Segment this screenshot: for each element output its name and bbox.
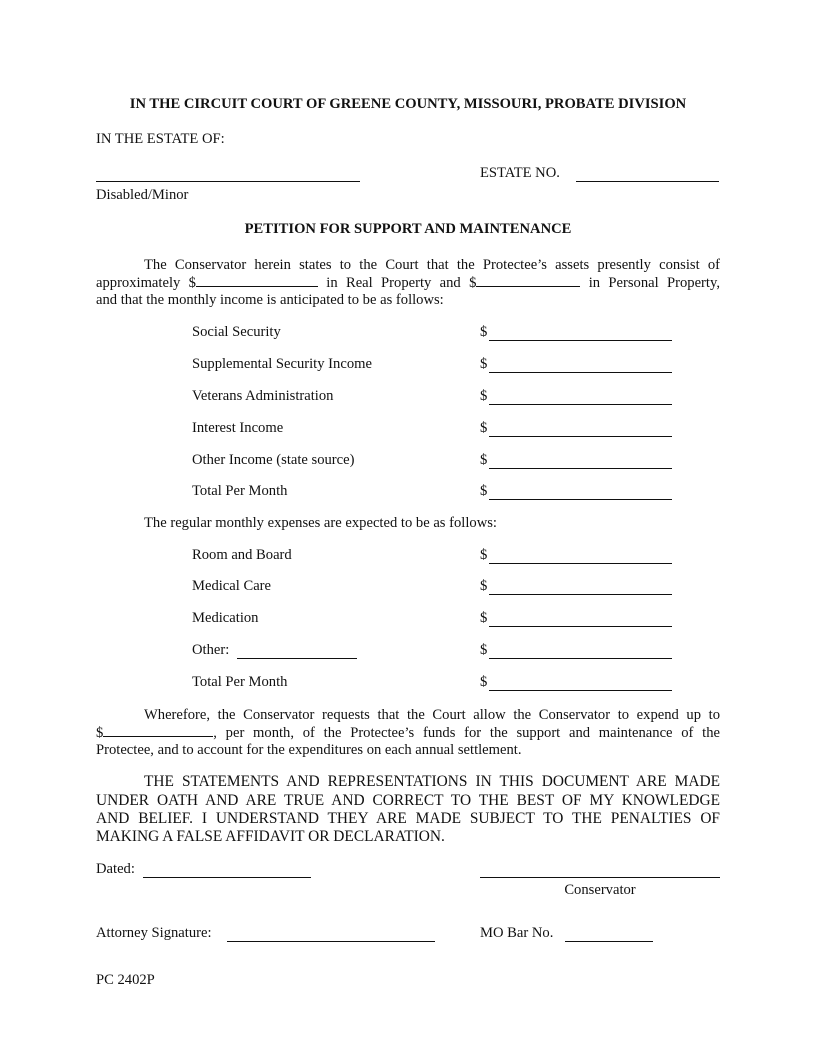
income-item-label: Interest Income: [192, 420, 284, 436]
dollar-sign: $: [480, 578, 488, 594]
other-expense-amount-field[interactable]: [489, 658, 672, 659]
oath-line-4: MAKING A FALSE AFFIDAVIT OR DECLARATION.: [96, 828, 445, 845]
dollar-sign: $: [480, 420, 488, 436]
conservator-signature-field[interactable]: [480, 877, 720, 878]
income-total-amount-field[interactable]: [489, 499, 672, 500]
oath-line-3: AND BELIEF. I UNDERSTAND THEY ARE MADE SUBJECT TO THE PENALTIES OF: [96, 810, 720, 827]
income-item-label: Other Income (state source): [192, 452, 355, 468]
interest-amount-field[interactable]: [489, 436, 672, 437]
attorney-signature-label: Attorney Signature:: [96, 925, 212, 941]
expense-item-label: Room and Board: [192, 547, 292, 563]
dollar-sign: $: [480, 388, 488, 404]
wherefore-line-3: Protectee, and to account for the expenditures on each annual settlement.: [96, 742, 522, 758]
income-item-label: Total Per Month: [192, 483, 288, 499]
estate-no-label: ESTATE NO.: [480, 165, 560, 181]
attorney-signature-field[interactable]: [227, 941, 435, 942]
ssi-amount-field[interactable]: [489, 372, 672, 373]
dollar-sign: $: [480, 642, 488, 658]
estate-no-field[interactable]: [576, 181, 719, 182]
dollar-sign: $: [480, 547, 488, 563]
expense-total-amount-field[interactable]: [489, 690, 672, 691]
dated-label: Dated:: [96, 861, 135, 877]
medication-amount-field[interactable]: [489, 626, 672, 627]
room-board-amount-field[interactable]: [489, 563, 672, 564]
personal-property-text: in Personal Property,: [588, 275, 720, 291]
income-item-label: Social Security: [192, 324, 281, 340]
approximately-text: approximately $: [96, 275, 196, 291]
income-item-label: Veterans Administration: [192, 388, 334, 404]
wherefore-dollar: $: [96, 725, 104, 741]
personal-property-field[interactable]: [476, 274, 580, 287]
real-property-text: in Real Property and $: [326, 275, 477, 291]
expense-item-label: Other:: [192, 642, 230, 658]
wherefore-line-2-text: , per month, of the Protectee’s funds for the support and maintenance of the: [213, 725, 720, 741]
dated-field[interactable]: [143, 877, 311, 878]
expense-item-label: Medication: [192, 610, 259, 626]
other-expense-description-field[interactable]: [237, 658, 357, 659]
petition-title: PETITION FOR SUPPORT AND MAINTENANCE: [244, 221, 572, 237]
conservator-label: Conservator: [564, 882, 636, 898]
dollar-sign: $: [480, 356, 488, 372]
mo-bar-label: MO Bar No.: [480, 925, 554, 941]
dollar-sign: $: [480, 610, 488, 626]
estate-name-field[interactable]: [96, 181, 360, 182]
mo-bar-number-field[interactable]: [565, 941, 653, 942]
dollar-sign: $: [480, 483, 488, 499]
veterans-amount-field[interactable]: [489, 404, 672, 405]
oath-line-2: UNDER OATH AND ARE TRUE AND CORRECT TO THE BEST OF MY KNOWLEDGE: [96, 792, 720, 809]
dollar-sign: $: [480, 324, 488, 340]
expense-item-label: Total Per Month: [192, 674, 288, 690]
court-heading: IN THE CIRCUIT COURT OF GREENE COUNTY, MISSOURI, PROBATE DIVISION: [129, 96, 687, 112]
expenses-intro: The regular monthly expenses are expected to be as follows:: [144, 515, 497, 531]
other-income-amount-field[interactable]: [489, 468, 672, 469]
real-property-field[interactable]: [196, 274, 318, 287]
disabled-minor-label: Disabled/Minor: [96, 187, 189, 203]
form-number: PC 2402P: [96, 972, 155, 988]
wherefore-line-2: [96, 724, 720, 742]
expense-item-label: Medical Care: [192, 578, 272, 594]
assets-line-1: The Conservator herein states to the Court that the Protectee’s assets presently consist of: [144, 257, 720, 273]
wherefore-line-1: Wherefore, the Conservator requests that the Court allow the Conservator to expend up to: [144, 707, 720, 723]
dollar-sign: $: [480, 452, 488, 468]
income-item-label: Supplemental Security Income: [192, 356, 372, 372]
assets-line-3: and that the monthly income is anticipated to be as follows:: [96, 292, 444, 308]
monthly-expend-amount-field[interactable]: [103, 724, 213, 737]
dollar-sign: $: [480, 674, 488, 690]
oath-line-1: THE STATEMENTS AND REPRESENTATIONS IN THIS DOCUMENT ARE MADE: [144, 773, 720, 790]
estate-of-label: IN THE ESTATE OF:: [96, 131, 225, 147]
assets-line-2: [96, 274, 720, 292]
medical-care-amount-field[interactable]: [489, 594, 672, 595]
social-security-amount-field[interactable]: [489, 340, 672, 341]
